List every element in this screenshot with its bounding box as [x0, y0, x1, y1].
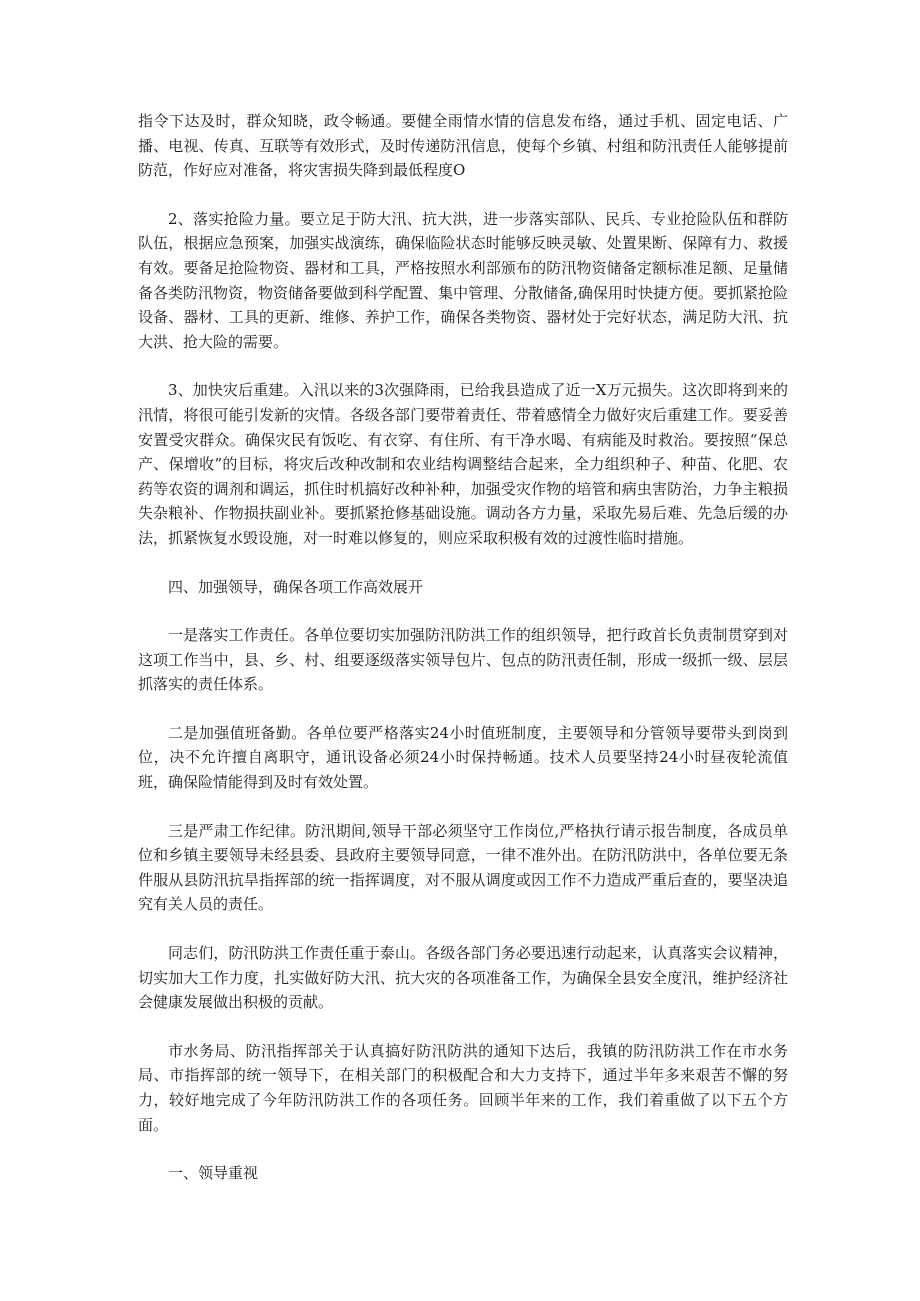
- paragraph-post-disaster-rebuild: 3、加快灾后重建。入汛以来的3次强降雨，已给我县造成了近一X万元损失。这次即将到来的汛情，将很可能引发新的灾情。各级各部门要带着责任、带着感情全力做好灾后重建工作。要妥善安置受灾群众。确保灾民有饭吃、有衣穿、有住所、有干净水喝、有病能及时救治。要按照“保总产、保增收”的目标，将灾后改种改制和农业结构调整结合起来，全力组织种子、种苗、化肥、农药等农资的调剂和调运，抓住时机搞好改种补种，加强受灾作物的培管和病虫害防治，力争主粮损失杂粮补、作物损扶副业补。要抓紧抢修基础设施。调动各方力量，采取先易后难、先急后缓的办法，抓紧恢复水毁设施，对一时难以修复的，则应采取积极有效的过渡性临时措施。: [138, 381, 788, 547]
- section-heading-leadership-attention: 一、领导重视: [168, 1164, 259, 1183]
- paragraph-closing-remarks: 同志们，防汛防洪工作责任重于泰山。各级各部门务必要迅速行动起来，认真落实会议精神，切实加大工作力度，扎实做好防大汛、抗大灾的各项准备工作，为确保全县安全度汛，维护经济社会健康发展做出积极的贡献。: [138, 944, 788, 1012]
- paragraph-work-responsibility: 一是落实工作责任。各单位要切实加强防汛防洪工作的组织领导，把行政首长负责制贯穿到对这项工作当中，县、乡、村、组要逐级落实领导包片、包点的防汛责任制，形成一级抓一级、层层抓落实的责任体系。: [138, 626, 788, 694]
- paragraph-info-release: 指令下达及时，群众知晓，政令畅通。要健全雨情水情的信息发布络，通过手机、固定电话、广播、电视、传真、互联等有效形式，及时传递防汛信息，使每个乡镇、村组和防汛责任人能够提前防范，作好应对准备，将灾害损失降到最低程度O: [138, 112, 788, 180]
- section-heading-leadership: 四、加强领导，确保各项工作高效展开: [168, 577, 424, 596]
- paragraph-half-year-review: 市水务局、防汛指挥部关于认真搞好防汛防洪的通知下达后，我镇的防汛防洪工作在市水务局、市指挥部的统一领导下，在相关部门的积极配合和大力支持下，通过半年多来艰苦不懈的努力，较好地完成了今年防汛防洪工作的各项任务。回顾半年来的工作，我们着重做了以下五个方面。: [138, 1041, 788, 1134]
- paragraph-rescue-force: 2、落实抢险力量。要立足于防大汛、抗大洪，进一步落实部队、民兵、专业抢险队伍和群防队伍，根据应急预案，加强实战演练，确保临险状态时能够反映灵敏、处置果断、保障有力、救援有效。要备足抢险物资、器材和工具，严格按照水利部颁布的防汛物资储备定额标准足额、足量储备各类防汛物资，物资储备要做到科学配置、集中管理、分散储备,确保用时快捷方便。要抓紧抢险设备、器材、工具的更新、维修、养护工作，确保各类物资、器材处于完好状态，满足防大汛、抗大洪、抢大险的需要。: [138, 209, 788, 351]
- paragraph-duty-standby: 二是加强值班备勤。各单位要严格落实24小时值班制度，主要领导和分管领导要带头到岗到位，决不允许擅自离职守，通讯设备必须24小时保持畅通。技术人员要坚持24小时昼夜轮流值班，确保险情能得到及时有效处置。: [138, 723, 788, 792]
- paragraph-work-discipline: 三是严肃工作纪律。防汛期间,领导干部必须坚守工作岗位,严格执行请示报告制度，各成员单位和乡镇主要领导未经县委、县政府主要领导同意，一律不准外出。在防汛防洪中，各单位要无条件服从县防汛抗旱指挥部的统一指挥调度，对不服从调度或因工作不力造成严重后查的，要坚决追究有关人员的责任。: [138, 821, 788, 914]
- document-body: [138, 109, 788, 1210]
